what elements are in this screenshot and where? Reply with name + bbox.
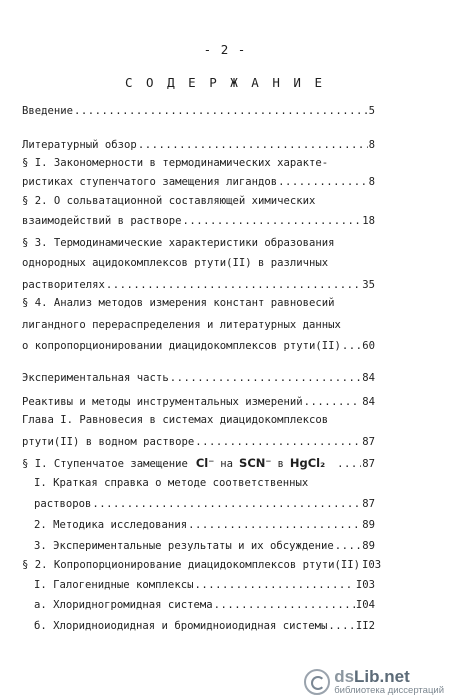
dot-leader — [138, 138, 368, 152]
toc-entry-text: Литературный обзор — [22, 139, 137, 151]
toc-entry-page: 87 — [362, 498, 375, 510]
formula-mercury-chloride: HgCl₂ — [289, 456, 326, 470]
toc-entry-text: растворов — [34, 498, 92, 510]
toc-entry — [34, 598, 375, 612]
toc-entry-text: § 2. О сольватационной составляющей химических — [22, 195, 316, 207]
toc-entry-text: Глава I. Равновесия в системах диацидокомплексов — [22, 414, 329, 426]
toc-entry-text: 2. Методика исследования — [34, 519, 188, 531]
toc-entry-text: б. Хлоридноиодидная и бромидноиодидная системы — [34, 620, 328, 632]
toc-entry — [22, 413, 375, 427]
toc-entry-page: 84 — [362, 372, 375, 384]
toc-entry — [34, 578, 375, 592]
toc-entry — [22, 296, 375, 310]
toc-entry — [34, 476, 375, 490]
toc-entry-page: I04 — [355, 599, 375, 611]
toc-entry — [22, 435, 375, 449]
watermark — [304, 668, 444, 696]
dot-leader — [278, 175, 367, 189]
dot-leader — [304, 395, 362, 409]
watermark-text — [334, 668, 444, 696]
toc-entry — [22, 456, 375, 471]
toc-entry — [22, 558, 382, 572]
toc-entry-text: а. Хлоридногромидная система — [34, 599, 213, 611]
toc-entry-page: I03 — [355, 579, 375, 591]
toc-entry-text: I. Галогенидные комплексы — [34, 579, 194, 591]
toc-entry — [22, 339, 375, 353]
dot-leader — [337, 457, 361, 471]
toc-entry-text: Экспериментальная часть — [22, 372, 169, 384]
toc-entry-page: 5 — [368, 105, 375, 117]
toc-entry-text: § I. Ступенчатое замещение — [22, 458, 188, 470]
toc-entry — [22, 256, 375, 270]
toc-entry-page: I03 — [362, 559, 382, 571]
watermark-brand-main: Lib.net — [354, 667, 410, 687]
dslib-logo-icon — [304, 669, 330, 695]
toc-entry-text: однородных ацидокомплексов ртути(II) в различных — [22, 257, 329, 269]
toc-entry — [22, 138, 375, 152]
dot-leader — [182, 214, 361, 228]
toc-entry-page: 35 — [362, 279, 375, 291]
toc-entry-text-connector: в — [277, 458, 284, 470]
toc-entry-page: 8 — [368, 139, 375, 151]
toc-entry-text-connector: на — [220, 458, 234, 470]
toc-entry-page: 60 — [362, 340, 375, 352]
toc-entry-text: ртути(II) в водном растворе — [22, 436, 195, 448]
toc-entry-page: II2 — [355, 620, 375, 632]
dot-leader — [195, 435, 361, 449]
dot-leader — [194, 578, 354, 592]
dot-leader — [214, 598, 355, 612]
toc-entry — [22, 104, 375, 118]
formula-thiocyanate: SCN⁻ — [239, 456, 272, 470]
toc-entry-page: 18 — [362, 215, 375, 227]
watermark-brand-prefix: ds — [334, 667, 355, 687]
toc-entry — [22, 395, 375, 409]
toc-entry — [22, 156, 375, 170]
dot-leader — [92, 497, 361, 511]
toc-entry-page: 8 — [368, 176, 375, 188]
toc-entry-text: § 2. Копропорционирование диацидокомплексов ртути(II) — [22, 559, 361, 571]
toc-entry-text: § I. Закономерности в термодинамических характе- — [22, 157, 329, 169]
toc-entry — [34, 539, 375, 553]
toc-entry-page: 87 — [362, 436, 375, 448]
toc-entry-text: ристиках ступенчатого замещения лигандов — [22, 176, 278, 188]
toc-entry-page: 89 — [362, 519, 375, 531]
toc-title: С О Д Е Р Ж А Н И Е — [125, 75, 325, 90]
dot-leader — [188, 518, 361, 532]
formula-chloride: Cl⁻ — [195, 456, 215, 470]
toc-entry — [22, 371, 375, 385]
dot-leader — [342, 339, 361, 353]
toc-entry — [22, 278, 375, 292]
watermark-subtitle: библиотека диссертаций — [334, 685, 444, 697]
toc-entry-text: Введение — [22, 105, 74, 117]
toc-entry — [34, 518, 375, 532]
toc-entry-text: § 3. Термодинамические характеристики образования — [22, 237, 335, 249]
toc-entry — [34, 619, 375, 633]
dot-leader — [106, 278, 361, 292]
watermark-brand — [334, 668, 444, 686]
toc-entry — [22, 175, 375, 189]
toc-entry — [22, 214, 375, 228]
toc-entry-text: 3. Экспериментальные результаты и их обсуждение — [34, 540, 334, 552]
toc-entry — [22, 236, 375, 250]
dot-leader — [170, 371, 362, 385]
toc-entry-text: § 4. Анализ методов измерения констант равновесий — [22, 297, 335, 309]
toc-entry-text: взаимодействий в растворе — [22, 215, 182, 227]
dot-leader — [328, 619, 354, 633]
toc-entry — [34, 497, 375, 511]
toc-entry-page: 84 — [362, 396, 375, 408]
toc-entry-text: о копропорционировании диацидокомплексов ртути(II) — [22, 340, 341, 352]
toc-entry — [22, 194, 375, 208]
toc-entry — [22, 318, 375, 332]
toc-entry-text: Реактивы и методы инструментальных измерений — [22, 396, 303, 408]
toc-entry-page: 87 — [362, 458, 375, 470]
toc-entry-text: растворителях — [22, 279, 105, 291]
toc-entry-page: 89 — [362, 540, 375, 552]
page-number: - 2 - — [203, 42, 247, 57]
toc-entry-text: лигандного перераспределения и литературных данных — [22, 319, 341, 331]
toc-entry-text: I. Краткая справка о методе соответственных — [34, 477, 309, 489]
dot-leader — [74, 104, 368, 118]
dot-leader — [335, 539, 361, 553]
